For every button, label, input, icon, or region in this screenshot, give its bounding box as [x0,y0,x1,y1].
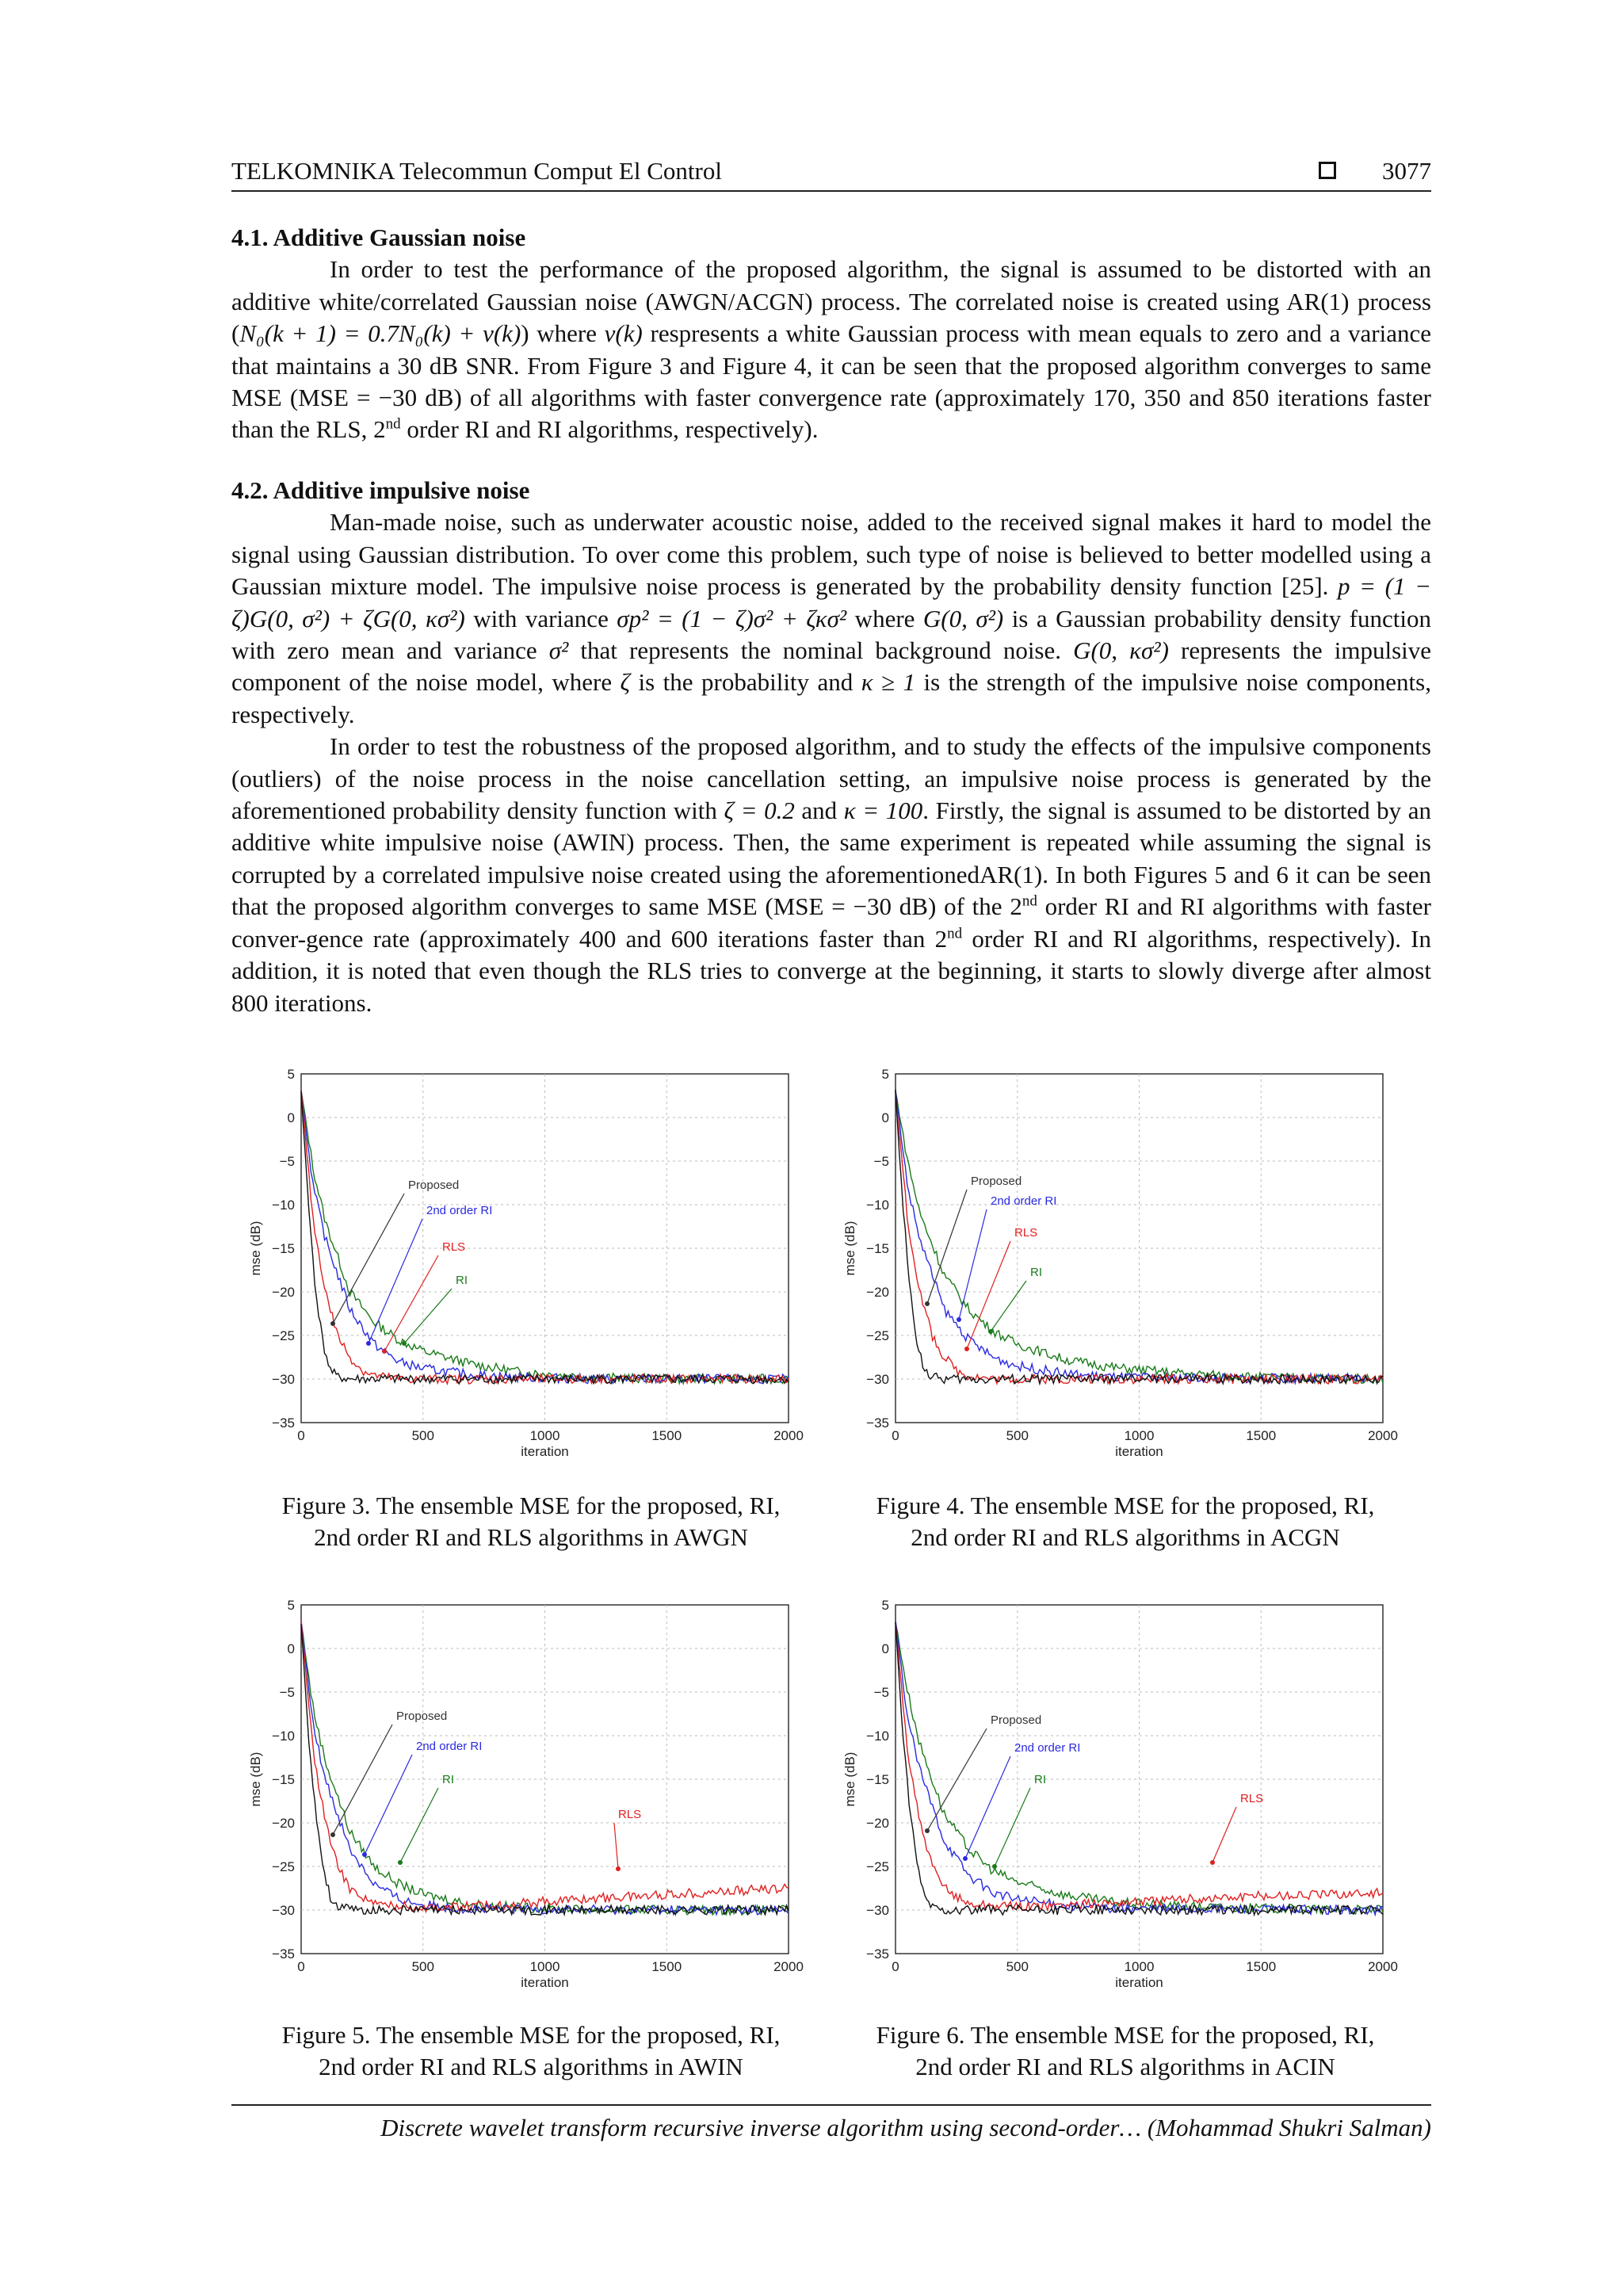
annotation-arrowhead [382,1349,387,1354]
section-4-2 [231,475,1431,1019]
annotation-label: 2nd order RI [991,1194,1057,1208]
annotation-label: 2nd order RI [416,1740,483,1753]
section-heading: 4.1. Additive Gaussian noise [231,223,526,251]
x-tick-label: 2000 [773,1428,804,1443]
x-tick-label: 1000 [1124,1959,1155,1974]
y-tick-label: −10 [272,1729,295,1744]
x-tick-label: 500 [1006,1428,1029,1443]
y-tick-label: −5 [279,1154,295,1169]
y-tick-label: −15 [866,1241,889,1256]
y-axis-label: mse (dB) [842,1752,857,1807]
page-header [231,155,1431,192]
annotation-arrowhead [402,1341,407,1346]
y-tick-label: 0 [881,1110,889,1125]
square-bullet-icon [1319,162,1336,179]
y-tick-label: −20 [272,1816,295,1831]
equation: p = (1 − ζ)G(0, σ²) + ζG(0, κσ²) [231,572,1431,632]
y-tick-label: 5 [881,1598,889,1613]
x-tick-label: 1000 [1124,1428,1155,1443]
equation: G(0, κσ²) [1073,636,1169,665]
annotation-label: Proposed [408,1179,460,1192]
y-axis-label: mse (dB) [248,1221,263,1276]
annotation-arrowhead [330,1321,335,1326]
y-tick-label: 0 [287,1110,295,1125]
annotation-arrowhead [988,1329,993,1334]
equation: v(k) [604,319,643,348]
x-tick-label: 1500 [651,1428,682,1443]
annotation-arrowhead [925,1301,930,1306]
annotation-label: Proposed [991,1713,1042,1727]
y-tick-label: 0 [287,1641,295,1656]
y-tick-label: 5 [287,1067,295,1082]
equation: σ² [548,636,569,665]
paragraph: In order to test the robustness of the proposed algorithm, and to study the effects of the impulsive components (outliers) of the noise process in the noise cancellation setting, an impulsive noise process is generated by the aforementioned probability density function with ζ = 0.2 and κ = 100. Firstly, the signal is assumed to be distorted by an additive white impulsive noise (AWIN) process. Then, the same experiment is repeated while assuming the signal is corrupted by a correlated impulsive noise created using the aforementionedAR(1). In both Figures 5 and 6 it can be seen that the proposed algorithm converges to same MSE (MSE = −30 dB) of the 2nd order RI and RI algorithms with faster conver-gence rate (approximately 400 and 600 iterations faster than 2nd order RI and RI algorithms, respectively). In addition, it is noted that even though the RLS tries to converge at the beginning, it starts to slowly diverge after almost 800 iterations. [231,732,1432,1017]
x-tick-label: 2000 [1368,1428,1398,1443]
y-tick-label: −20 [866,1816,889,1831]
figure-3-chart [238,1062,808,1474]
x-tick-label: 1500 [651,1959,682,1974]
page-footer: Discrete wavelet transform recursive inverse algorithm using second-order… (Mohammad Shukri Salman) [231,2104,1431,2142]
figure-4-chart [832,1062,1403,1474]
annotation-arrowhead [964,1347,969,1351]
x-tick-label: 1000 [529,1428,560,1443]
annotation-arrowhead [1210,1860,1215,1865]
x-tick-label: 0 [892,1428,899,1443]
annotation-label: RI [456,1274,468,1287]
annotation-label: RLS [1240,1792,1264,1805]
x-axis-label: iteration [521,1444,569,1459]
y-tick-label: −15 [866,1772,889,1787]
x-tick-label: 0 [892,1959,899,1974]
x-tick-label: 500 [411,1959,434,1974]
annotation-label: 2nd order RI [1014,1741,1081,1755]
x-tick-label: 1500 [1246,1428,1277,1443]
journal-name: TELKOMNIKA Telecommun Comput El Control [231,157,722,185]
y-tick-label: −25 [272,1859,295,1874]
equation: ζ = 0.2 [724,797,795,825]
annotation-label: Proposed [971,1175,1022,1188]
y-tick-label: −35 [866,1946,889,1962]
annotation-label: RLS [1014,1226,1038,1240]
figure-6-caption: Figure 6. The ensemble MSE for the proposed, RI, 2nd order RI and RLS algorithms in ACIN [876,2021,1375,2080]
y-tick-label: 0 [881,1641,889,1656]
x-axis-label: iteration [1115,1975,1163,1990]
annotation-label: RI [442,1773,454,1786]
y-tick-label: −20 [866,1285,889,1300]
y-tick-label: −25 [272,1328,295,1343]
equation: σp² = (1 − ζ)σ² + ζκσ² [617,604,847,632]
annotation-arrowhead [925,1828,930,1833]
annotation-label: RI [1034,1773,1046,1786]
figure-3-caption: Figure 3. The ensemble MSE for the proposed, RI, 2nd order RI and RLS algorithms in AWGN [281,1492,781,1551]
paragraph: Man-made noise, such as underwater acoustic noise, added to the received signal makes it hard to model the signal using Gaussian distribution. To over come this problem, such type of noise is believed to better modelled using a Gaussian mixture model. The impulsive noise process is generated by the probability density function [25]. p = (1 − ζ)G(0, σ²) + ζG(0, κσ²) with variance σp² = (1 − ζ)σ² + ζκσ² where G(0, σ²) is a Gaussian probability density function with zero mean and variance σ² that represents the nominal background noise. G(0, κσ²) represents the impulsive component of the noise model, where ζ is the probability and κ ≥ 1 is the strength of the impulsive noise components, respectively. [231,508,1432,728]
y-tick-label: 5 [881,1067,889,1082]
y-tick-label: −5 [873,1154,889,1169]
y-tick-label: −15 [272,1772,295,1787]
x-tick-label: 500 [1006,1959,1029,1974]
section-4-1 [231,222,1431,446]
annotation-arrowhead [398,1860,403,1865]
annotation-arrowhead [366,1341,371,1346]
y-axis-label: mse (dB) [842,1221,857,1276]
y-tick-label: −35 [272,1415,295,1431]
y-tick-label: −5 [873,1685,889,1700]
equation: κ ≥ 1 [861,668,915,697]
figure-6-chart [832,1593,1403,2005]
annotation-arrowhead [963,1856,968,1861]
y-tick-label: −10 [866,1729,889,1744]
y-tick-label: −25 [866,1859,889,1874]
x-tick-label: 0 [297,1959,305,1974]
y-tick-label: −10 [866,1198,889,1213]
x-axis-label: iteration [521,1975,569,1990]
equation: G(0, σ²) [922,604,1004,632]
x-axis-label: iteration [1115,1444,1163,1459]
y-tick-label: −35 [272,1946,295,1962]
equation: N₀(k + 1) = 0.7N₀(k) + v(k) [239,319,521,348]
equation: κ = 100 [843,797,923,825]
x-tick-label: 1500 [1246,1959,1277,1974]
equation: ζ [620,668,631,697]
y-tick-label: −10 [272,1198,295,1213]
y-tick-label: −5 [279,1685,295,1700]
x-tick-label: 500 [411,1428,434,1443]
x-tick-label: 1000 [529,1959,560,1974]
annotation-arrowhead [616,1866,621,1871]
figure-4-caption: Figure 4. The ensemble MSE for the proposed, RI, 2nd order RI and RLS algorithms in ACGN [876,1492,1375,1551]
figure-5-chart [238,1593,808,2005]
section-heading: 4.2. Additive impulsive noise [231,476,530,504]
annotation-label: Proposed [396,1710,448,1723]
x-tick-label: 2000 [1368,1959,1398,1974]
x-tick-label: 0 [297,1428,305,1443]
figure-5-caption: Figure 5. The ensemble MSE for the proposed, RI, 2nd order RI and RLS algorithms in AWIN [281,2021,781,2080]
annotation-label: RLS [618,1808,642,1821]
y-tick-label: −30 [866,1372,889,1387]
y-tick-label: −15 [272,1241,295,1256]
annotation-arrowhead [992,1864,997,1869]
x-tick-label: 2000 [773,1959,804,1974]
y-tick-label: −30 [866,1903,889,1918]
annotation-label: 2nd order RI [426,1204,493,1217]
y-axis-label: mse (dB) [248,1752,263,1807]
y-tick-label: −35 [866,1415,889,1431]
annotation-arrowhead [957,1317,961,1322]
y-tick-label: −20 [272,1285,295,1300]
y-tick-label: −30 [272,1372,295,1387]
paragraph: In order to test the performance of the proposed algorithm, the signal is assumed to be distorted with an additive white/correlated Gaussian noise (AWGN/ACGN) process. The correlated noise is created using AR(1) process (N₀(k + 1) = 0.7N₀(k) + v(k)) where v(k) respresents a white Gaussian process with mean equals to zero and a variance that maintains a 30 dB SNR. From Figure 3 and Figure 4, it can be seen that the proposed algorithm converges to same MSE (MSE = −30 dB) of all algorithms with faster convergence rate (approximately 170, 350 and 850 iterations faster than the RLS, 2nd order RI and RI algorithms, respectively). [231,255,1431,444]
page-number: 3077 [1382,157,1431,185]
annotation-arrowhead [362,1852,367,1857]
annotation-label: RI [1030,1266,1042,1279]
annotation-arrowhead [330,1832,335,1837]
annotation-label: RLS [442,1240,466,1254]
y-tick-label: −30 [272,1903,295,1918]
y-tick-label: −25 [866,1328,889,1343]
y-tick-label: 5 [287,1598,295,1613]
